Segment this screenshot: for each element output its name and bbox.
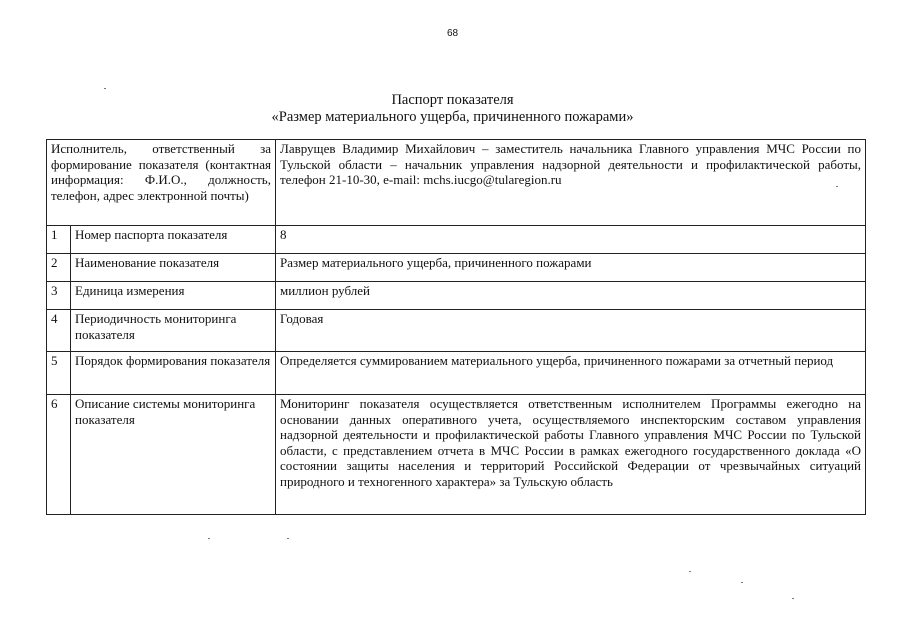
row-value: Определяется суммированием материального ущерба, причиненного пожарами за отчетный период	[276, 352, 866, 395]
row-value: 8	[276, 226, 866, 254]
scan-speck	[836, 186, 838, 187]
title-line-2: «Размер материального ущерба, причиненного пожарами»	[271, 109, 634, 125]
title-line-1: Паспорт показателя	[391, 92, 514, 108]
passport-table	[46, 139, 866, 515]
row-label: Единица измерения	[71, 282, 276, 310]
table-row	[47, 254, 866, 282]
row-number: 2	[47, 254, 71, 282]
row-label: Описание системы мониторинга показателя	[71, 395, 276, 515]
executor-label: Исполнитель, ответственный за формирование показателя (контактная информация: Ф.И.О., должность, телефон, адрес электронной почты)	[47, 140, 276, 226]
page-number: 68	[446, 28, 459, 39]
scan-speck	[287, 538, 289, 539]
executor-value: Лаврущев Владимир Михайлович – заместитель начальника Главного управления МЧС России по Тульской области – начальник управления надзорной деятельности и профилактической работы, телефон 21-10-30, e-mail: mchs.iucgo@tularegion.ru	[276, 140, 866, 226]
row-label: Номер паспорта показателя	[71, 226, 276, 254]
row-label: Наименование показателя	[71, 254, 276, 282]
row-value: Мониторинг показателя осуществляется ответственным исполнителем Программы ежегодно на основании данных оперативного учета, осуществляемого инспекторским составом управления надзорной деятельности и профилактической работы Главного управления МЧС России по Тульской области, с представлением отчета в МЧС России в рамках ежегодного государственного доклада «О состоянии защиты населения и территорий Российской Федерации от чрезвычайных ситуаций природного и техногенного характера» за Тульскую область	[276, 395, 866, 515]
row-number: 6	[47, 395, 71, 515]
row-value: Размер материального ущерба, причиненного пожарами	[276, 254, 866, 282]
scan-speck	[208, 538, 210, 539]
scan-speck	[741, 582, 743, 583]
row-number: 5	[47, 352, 71, 395]
row-value: миллион рублей	[276, 282, 866, 310]
scan-speck	[104, 88, 106, 89]
row-label: Периодичность мониторинга показателя	[71, 310, 276, 352]
document-title	[0, 92, 905, 126]
table-row	[47, 352, 866, 395]
table-row	[47, 282, 866, 310]
table-row	[47, 226, 866, 254]
table-row	[47, 395, 866, 515]
row-number: 3	[47, 282, 71, 310]
scan-speck	[689, 571, 691, 572]
row-number: 1	[47, 226, 71, 254]
table-row	[47, 310, 866, 352]
row-number: 4	[47, 310, 71, 352]
row-label: Порядок формирования показателя	[71, 352, 276, 395]
row-value: Годовая	[276, 310, 866, 352]
scan-speck	[792, 598, 794, 599]
table-row-executor	[47, 140, 866, 226]
